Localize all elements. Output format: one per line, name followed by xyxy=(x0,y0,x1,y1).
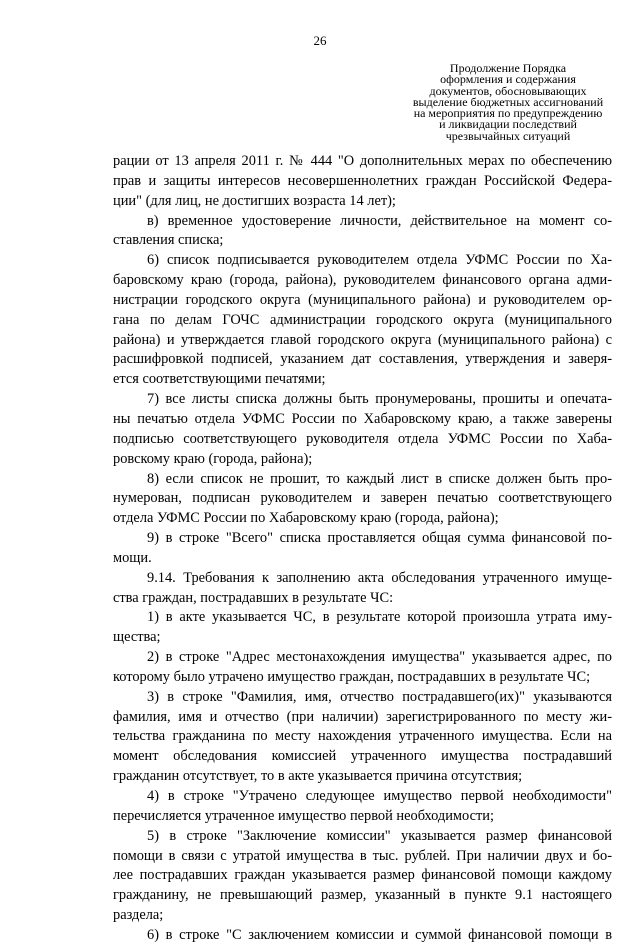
text-line: щества; xyxy=(113,629,161,646)
text-line: гражданин отсутствует, то в акте указывается причина отсутствия; xyxy=(113,768,523,785)
text-line: рации от 13 апреля 2011 г. № 444 "О дополнительных мерах по обеспечению xyxy=(113,153,612,169)
text-line: момент обследования комиссией утраченного имущества пострадавший xyxy=(113,748,612,765)
text-line: 7) все листы списка должны быть пронумерованы, прошиты и опечата- xyxy=(147,391,612,408)
text-line: 4) в строке "Утрачено следующее имущество первой необходимости" xyxy=(147,788,612,804)
text-line: 6) в строке "С заключением комиссии и суммой финансовой помощи в xyxy=(147,926,612,943)
document-body xyxy=(113,152,612,946)
text-line: в) временное удостоверение личности, действительное на момент со- xyxy=(147,212,612,229)
text-line: перечисляется утраченное имущество первой необходимости; xyxy=(113,807,494,824)
text-line: мощи. xyxy=(113,549,152,566)
text-line: ставления списка; xyxy=(113,232,224,249)
header-line: документов, обосновывающих xyxy=(429,83,587,98)
text-line: гана по делам ГОЧС администрации городского округа (муниципального xyxy=(113,311,612,328)
text-line: подписью соответствующего руководителя отдела УФМС России по Хаба- xyxy=(113,430,612,447)
text-line: ровскому краю (города, района); xyxy=(113,450,313,467)
text-line: нумерован, подписан руководителем и заверен печатью соответствующего xyxy=(113,490,612,507)
text-line: ства граждан, пострадавших в результате ЧС: xyxy=(113,589,394,606)
text-line: раздела; xyxy=(113,907,164,924)
text-line: ны печатью отдела УФМС России по Хабаровскому краю, а также заверены xyxy=(113,410,612,427)
text-line: лее пострадавших граждан указывается размер финансовой помощи каждому xyxy=(113,867,612,884)
text-line: района) и утверждается главой городского округа (муниципального района) с xyxy=(113,331,612,348)
text-line: 2) в строке "Адрес местонахождения имущества" указывается адрес, по xyxy=(147,649,612,666)
text-line: расшифровкой подписей, указанием дат составления, утверждения и заверя- xyxy=(113,351,612,368)
header-line: чрезвычайных ситуаций xyxy=(445,128,571,143)
document-header xyxy=(390,63,626,142)
text-line: фамилия, имя и отчество (при наличии) зарегистрированного по месту жи- xyxy=(113,708,612,725)
text-line: тельства гражданина по месту нахождения утраченного имущества. Если на xyxy=(113,728,612,745)
text-line: 9) в строке "Всего" списка проставляется общая сумма финансовой по- xyxy=(147,530,612,547)
text-line: нистрации городского округа (муниципального района) и руководителем ор- xyxy=(113,291,612,308)
header-line: на мероприятия по предупреждению xyxy=(413,106,603,121)
text-line: 6) список подписывается руководителем отдела УФМС России по Ха- xyxy=(147,252,612,269)
text-line: 3) в строке "Фамилия, имя, отчество пострадавшего(их)" указываются xyxy=(147,688,612,705)
header-line: выделение бюджетных ассигнований xyxy=(412,94,604,109)
text-line: которому было утрачено имущество граждан, пострадавших в результате ЧС; xyxy=(113,668,591,685)
header-line: и ликвидации последствий xyxy=(439,117,577,132)
text-line: гражданину, не превышающий размер, указанный в пункте 9.1 настоящего xyxy=(113,887,612,904)
text-line: ции" (для лиц, не достигших возраста 14 лет); xyxy=(113,192,396,209)
text-line: 5) в строке "Заключение комиссии" указывается размер финансовой xyxy=(147,827,612,844)
text-line: баровскому краю (города, района), руководителем финансового органа адми- xyxy=(113,272,612,289)
text-line: прав и защиты интересов несовершеннолетних граждан Российской Федера- xyxy=(113,172,612,189)
text-line: ется соответствующими печатями; xyxy=(113,371,326,388)
text-line: 8) если список не прошит, то каждый лист в списке должен быть про- xyxy=(147,470,612,487)
header-line: Продолжение Порядка xyxy=(449,61,567,75)
text-line: 9.14. Требования к заполнению акта обследования утраченного имуще- xyxy=(147,569,612,586)
page-number: 26 xyxy=(313,33,327,48)
text-line: 1) в акте указывается ЧС, в результате которой произошла утрата иму- xyxy=(147,609,612,626)
header-line: оформления и содержания xyxy=(440,72,576,87)
text-line: помощи в связи с утратой имущества в тыс. рублей. При наличии двух и бо- xyxy=(113,847,612,864)
text-line: отдела УФМС России по Хабаровскому краю (города, района); xyxy=(113,510,499,527)
